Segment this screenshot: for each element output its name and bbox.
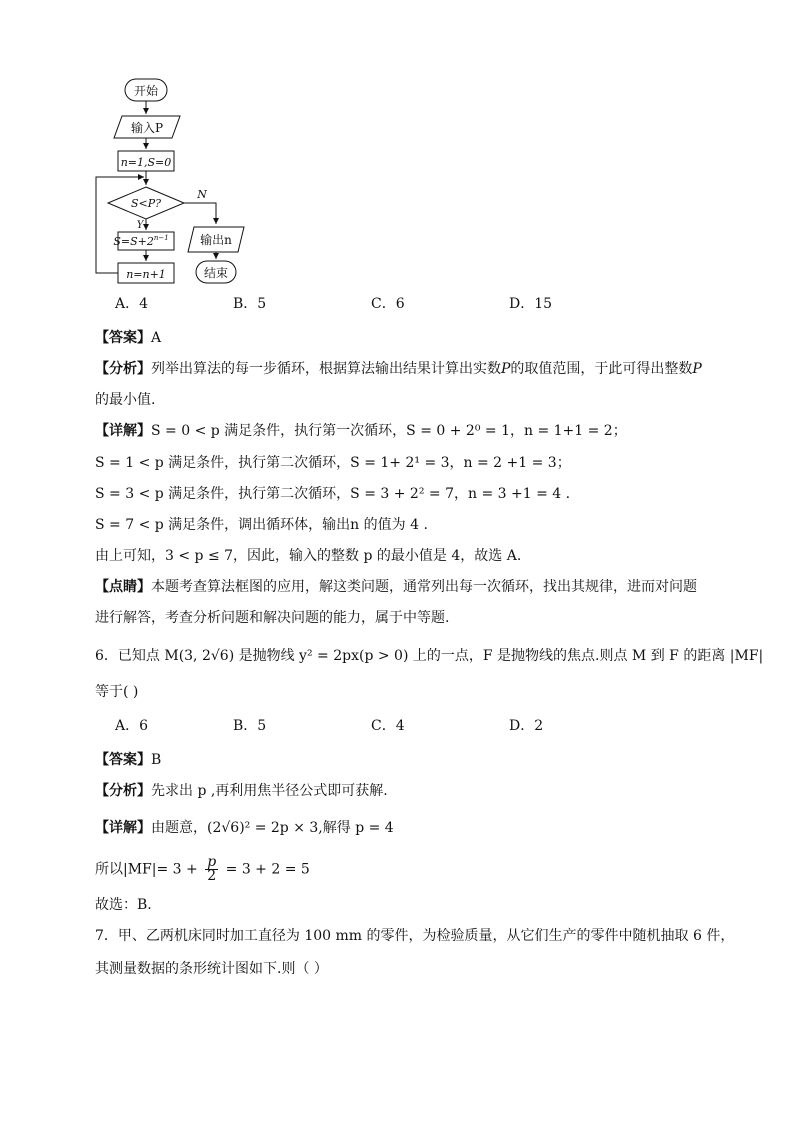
q5-analysis-line2: 的最小值. xyxy=(95,392,156,408)
q5-option-b: B．5 xyxy=(233,296,267,312)
update-s-text: $S=S+2^{n-1}$ xyxy=(113,234,169,248)
q6-answer-value: B xyxy=(151,752,162,768)
q7-stem-line1: 7．甲、乙两机床同时加工直径为 100 mm 的零件，为检验质量，从它们生产的零件中随机抽取 6 件， xyxy=(95,928,735,944)
analysis-text-2: 的取值范围，于此可得出整数 xyxy=(510,361,693,377)
q6-frac-den: 2 xyxy=(207,868,217,884)
step-1-text: S = 0 < p 满足条件，执行第一次循环，S = 0 + 2⁰ = 1，n = 1+1 = 2； xyxy=(151,423,627,439)
decision-text: S<P? xyxy=(130,197,162,210)
comment-text-1: 本题考查算法框图的应用，解这类问题，通常列出每一次循环，找出其规律，进而对问题 xyxy=(151,579,697,595)
comment-label: 【点睛】 xyxy=(95,579,151,595)
q6-option-a: A．6 xyxy=(115,718,149,734)
detail-label: 【详解】 xyxy=(95,423,151,439)
q6-option-b: B．5 xyxy=(233,718,267,734)
q5-option-c: C．6 xyxy=(371,296,405,312)
q6-detail-text: 由题意，(2√6)² = 2p × 3,解得 p = 4 xyxy=(151,820,394,836)
input-text: 输入P xyxy=(130,121,164,135)
q6-option-d: D．2 xyxy=(509,718,544,734)
q6-detail-line2 xyxy=(95,856,310,883)
q6-stem-line1: 6．已知点 M(3, 2√6) 是抛物线 y² = 2px(p > 0) 上的一点，F 是抛物线的焦点.则点 M 到 F 的距离 |MF| xyxy=(95,648,764,664)
q5-detail-step-3: S = 3 < p 满足条件，执行第二次循环，S = 3 + 2² = 7，n = 3 +1 = 4 . xyxy=(95,486,571,502)
q6-analysis-text: 先求出 p ,再利用焦半径公式即可获解. xyxy=(151,783,388,799)
end-text: 结束 xyxy=(203,266,229,280)
analysis-var-2: P xyxy=(692,361,702,377)
q6-answer-label: 【答案】 xyxy=(95,752,151,768)
analysis-text-1: 列举出算法的每一步循环，根据算法输出结果计算出实数 xyxy=(151,361,501,377)
q6-mf-result: = 3 + 2 = 5 xyxy=(225,861,310,878)
q6-answer xyxy=(95,750,161,770)
q7-stem-line2: 其测量数据的条形统计图如下.则（ ） xyxy=(95,961,328,977)
q6-frac-num: p xyxy=(207,854,217,870)
q6-analysis xyxy=(95,781,388,801)
q5-detail-step-2: S = 1 < p 满足条件，执行第二次循环，S = 1+ 2¹ = 3，n = 2 +1 = 3； xyxy=(95,455,571,471)
q5-option-a: A．4 xyxy=(115,296,149,312)
no-label: N xyxy=(197,188,207,201)
q5-analysis-line1 xyxy=(95,359,702,379)
q5-option-d: D．15 xyxy=(509,296,553,312)
increment-text: n=n+1 xyxy=(126,268,166,281)
q6-detail xyxy=(95,818,394,838)
q6-fraction xyxy=(205,856,218,883)
q5-comment-line2: 进行解答，考查分析问题和解决问题的能力，属于中等题. xyxy=(95,610,450,626)
start-text: 开始 xyxy=(133,84,159,98)
q6-option-c: C．4 xyxy=(371,718,405,734)
answer-label: 【答案】 xyxy=(95,330,151,346)
q5-conclusion: 由上可知，3 < p ≤ 7，因此，输入的整数 p 的最小值是 4，故选 A. xyxy=(95,548,522,564)
q6-mf-text: 所以|MF|= 3 + xyxy=(95,861,198,878)
output-text: 输出n xyxy=(200,233,232,247)
q5-detail-step-1 xyxy=(95,421,627,441)
q6-detail-label: 【详解】 xyxy=(95,820,151,836)
algorithm-flowchart xyxy=(0,0,794,300)
q6-stem-line2: 等于( ) xyxy=(95,684,139,700)
q5-comment-line1 xyxy=(95,577,697,597)
q6-final: 故选：B. xyxy=(95,897,152,913)
analysis-label: 【分析】 xyxy=(95,361,151,377)
answer-value: A xyxy=(151,330,162,346)
q6-analysis-label: 【分析】 xyxy=(95,783,151,799)
init-text: n=1,S=0 xyxy=(120,156,172,169)
yes-label: Y xyxy=(136,220,144,231)
q5-answer xyxy=(95,328,161,348)
analysis-var-1: P xyxy=(501,361,511,377)
q5-detail-step-4: S = 7 < p 满足条件，调出循环体，输出n 的值为 4 . xyxy=(95,517,428,533)
